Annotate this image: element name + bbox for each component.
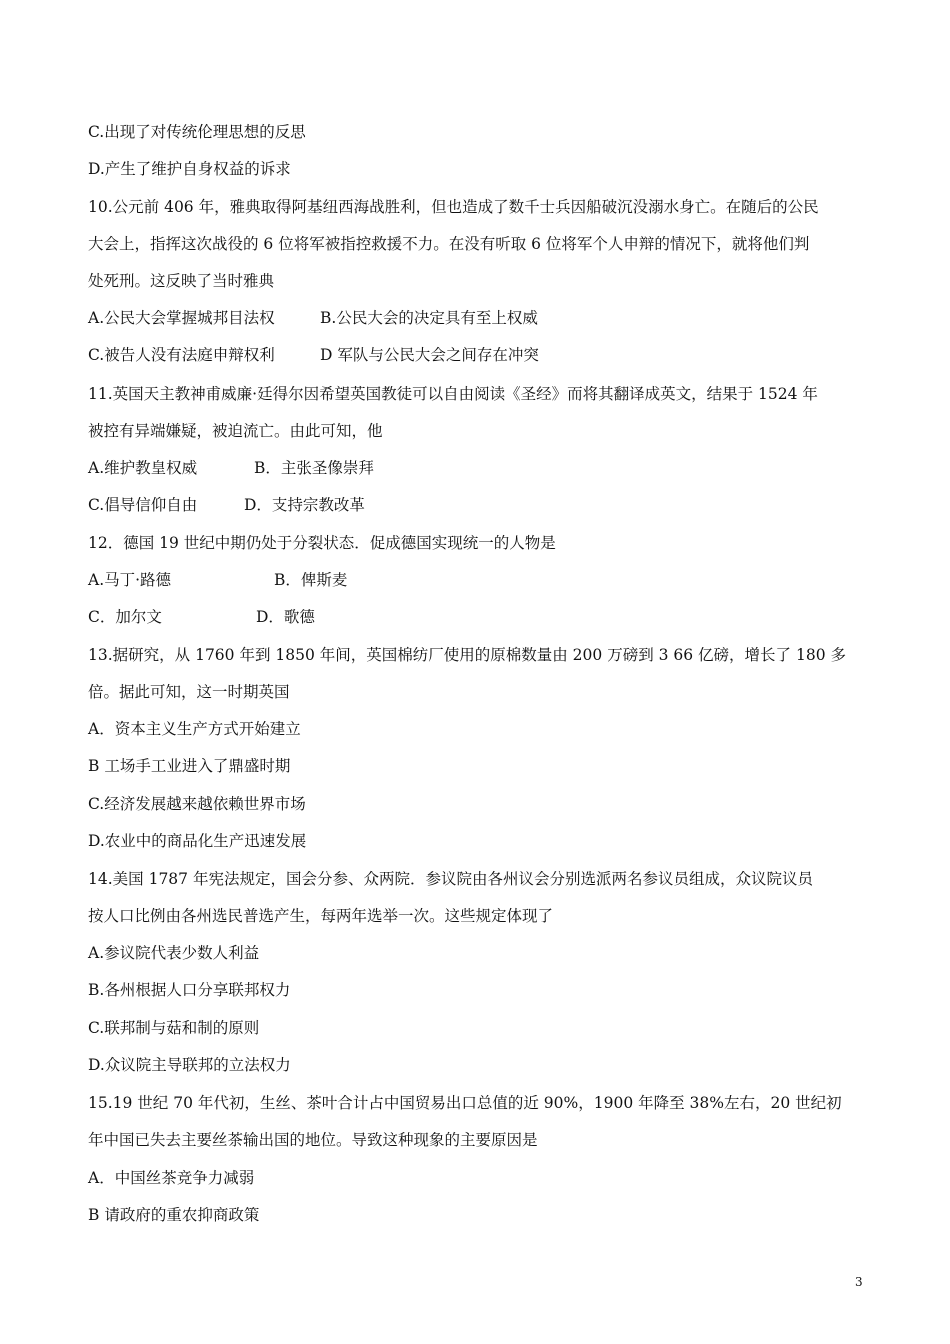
question-12-options-ab: [88, 570, 868, 590]
question-15-line-2: 年中国已失去主要丝茶输出国的地位。导致这种现象的主要原因是: [88, 1131, 538, 1149]
option-13c: C.经济发展越来越依赖世界市场: [88, 795, 306, 813]
option-12b: B．俾斯麦: [274, 571, 348, 589]
question-12-stem: 12．德国 19 世纪中期仍处于分裂状态．促成德国实现统一的人物是: [88, 534, 556, 552]
question-11-line-2: 被控有异端嫌疑，被迫流亡。由此可知，他: [88, 422, 383, 440]
question-12-options-cd: [88, 607, 868, 627]
question-10-line-2: 大会上，指挥这次战役的 6 位将军被指控救援不力。在没有听取 6 位将军个人申辩的情况下，就将他们判: [88, 235, 810, 253]
option-12a: A.马丁·路德: [88, 571, 172, 589]
option-12d: D．歌德: [256, 608, 315, 626]
page-number: 3: [855, 1275, 863, 1289]
option-13d: D.农业中的商品化生产迅速发展: [88, 832, 307, 850]
question-10-line-1: 10.公元前 406 年，雅典取得阿基纽西海战胜利，但也造成了数千士兵因船破沉没溺水身亡。在随后的公民: [88, 198, 819, 216]
option-14d: D.众议院主导联邦的立法权力: [88, 1056, 291, 1074]
question-14-line-1: 14.美国 1787 年宪法规定，国会分参、众两院．参议院由各州议会分别选派两名参议员组成，众议院议员: [88, 870, 813, 888]
option-14c: C.联邦制与菇和制的原则: [88, 1019, 260, 1037]
question-14-line-2: 按人口比例由各州选民普选产生，每两年选举一次。这些规定体现了: [88, 907, 554, 925]
option-14b: B.各州根据人口分享联邦权力: [88, 981, 291, 999]
question-11-line-1: 11.英国天主教神甫威廉·廷得尔因希望英国教徒可以自由阅读《圣经》而将其翻译成英文，结果于 1524 年: [88, 385, 818, 403]
option-9d: D.产生了维护自身权益的诉求: [88, 160, 291, 178]
question-15-line-1: 15.19 世纪 70 年代初，生丝、茶叶合计占中国贸易出口总值的近 90%，1900 年降至 38%左右，20 世纪初: [88, 1094, 842, 1112]
question-11-options-cd: [88, 495, 868, 515]
option-11a: A.维护教皇权威: [88, 459, 198, 477]
option-9c: C.出现了对传统伦理思想的反思: [88, 123, 306, 141]
option-14a: A.参议院代表少数人利益: [88, 944, 260, 962]
option-11b: B．主张圣像崇拜: [254, 459, 374, 477]
option-13a: A．资本主义生产方式开始建立: [88, 720, 301, 738]
option-10b: B.公民大会的决定具有至上权威: [320, 309, 538, 327]
option-12c: C．加尔文: [88, 608, 162, 626]
option-15b: B 请政府的重农抑商政策: [88, 1206, 260, 1224]
option-13b: B 工场手工业进入了鼎盛时期: [88, 757, 291, 775]
question-10-options-ab: [88, 308, 868, 328]
question-13-line-1: 13.据研究，从 1760 年到 1850 年间，英国棉纺厂使用的原棉数量由 200 万磅到 3 66 亿磅，增长了 180 多: [88, 646, 846, 664]
option-10c: C.被告人没有法庭申辩权利: [88, 346, 275, 364]
question-11-options-ab: [88, 458, 868, 478]
option-15a: A．中国丝茶竞争力减弱: [88, 1169, 255, 1187]
option-11d: D．支持宗教改革: [244, 496, 365, 514]
option-10d: D 军队与公民大会之间存在冲突: [320, 346, 539, 364]
question-13-line-2: 倍。据此可知，这一时期英国: [88, 683, 290, 701]
option-11c: C.倡导信仰自由: [88, 496, 198, 514]
option-10a: A.公民大会掌握城邦目法权: [88, 309, 275, 327]
question-10-line-3: 处死刑。这反映了当时雅典: [88, 272, 275, 290]
question-10-options-cd: [88, 345, 868, 365]
